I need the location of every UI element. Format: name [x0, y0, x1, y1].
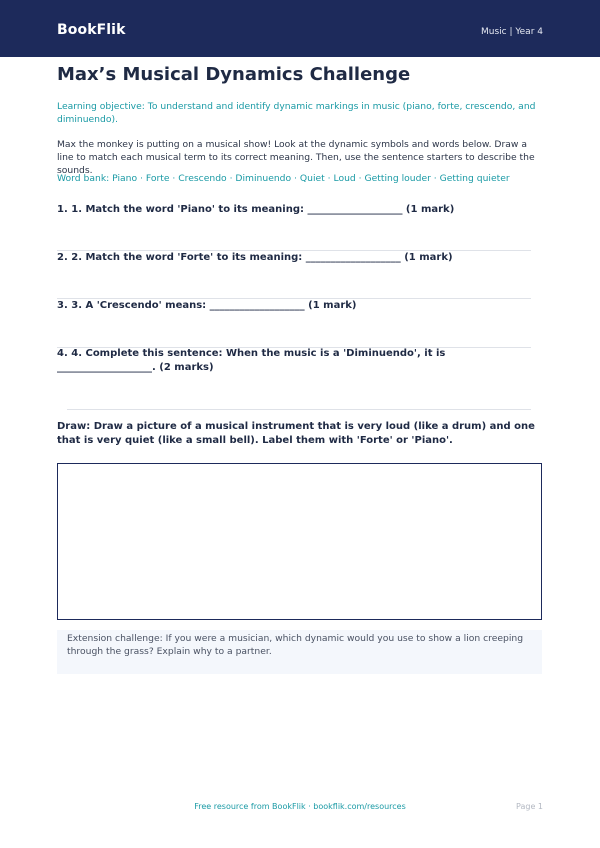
question-2: 2. 2. Match the word 'Forte' to its meaning: ___________________ (1 mark) [57, 252, 453, 263]
footer-link[interactable]: Free resource from BookFlik · bookflik.com/resources [194, 802, 406, 811]
page-title: Max’s Musical Dynamics Challenge [57, 64, 411, 85]
header-bar [0, 0, 600, 57]
extension-text: Extension challenge: If you were a musician, which dynamic would you use to show a lion creeping through the grass? Explain why to a partner. [67, 633, 524, 657]
intro-text: Max the monkey is putting on a musical show! Look at the dynamic symbols and words below. Draw a line to match each musical term to its correct meaning. Then, use the sentence starters to describe the sounds. [57, 139, 535, 176]
learning-objective: Learning objective: To understand and identify dynamic markings in music (piano, forte, crescendo, and diminuendo). [57, 101, 536, 125]
drawing-area[interactable] [57, 463, 542, 620]
question-4: 4. 4. Complete this sentence: When the music is a 'Diminuendo', it is ___________________. (2 marks) [57, 348, 446, 373]
question-1: 1. 1. Match the word 'Piano' to its meaning: ___________________ (1 mark) [57, 204, 455, 215]
brand-logo[interactable]: BookFlik [57, 22, 126, 38]
extension-challenge [57, 630, 542, 674]
draw-prompt: Draw: Draw a picture of a musical instrument that is very loud (like a drum) and one that is very quiet (like a small bell). Label them with 'Forte' or 'Piano'. [57, 421, 535, 446]
question-3: 3. 3. A 'Crescendo' means: ___________________ (1 mark) [57, 300, 357, 311]
word-bank: Word bank: Piano · Forte · Crescendo · Diminuendo · Quiet · Loud · Getting louder · Getting quieter [57, 173, 510, 184]
page-number: Page 1 [516, 802, 543, 811]
divider [67, 409, 531, 410]
subject-year-label: Music | Year 4 [480, 27, 543, 37]
